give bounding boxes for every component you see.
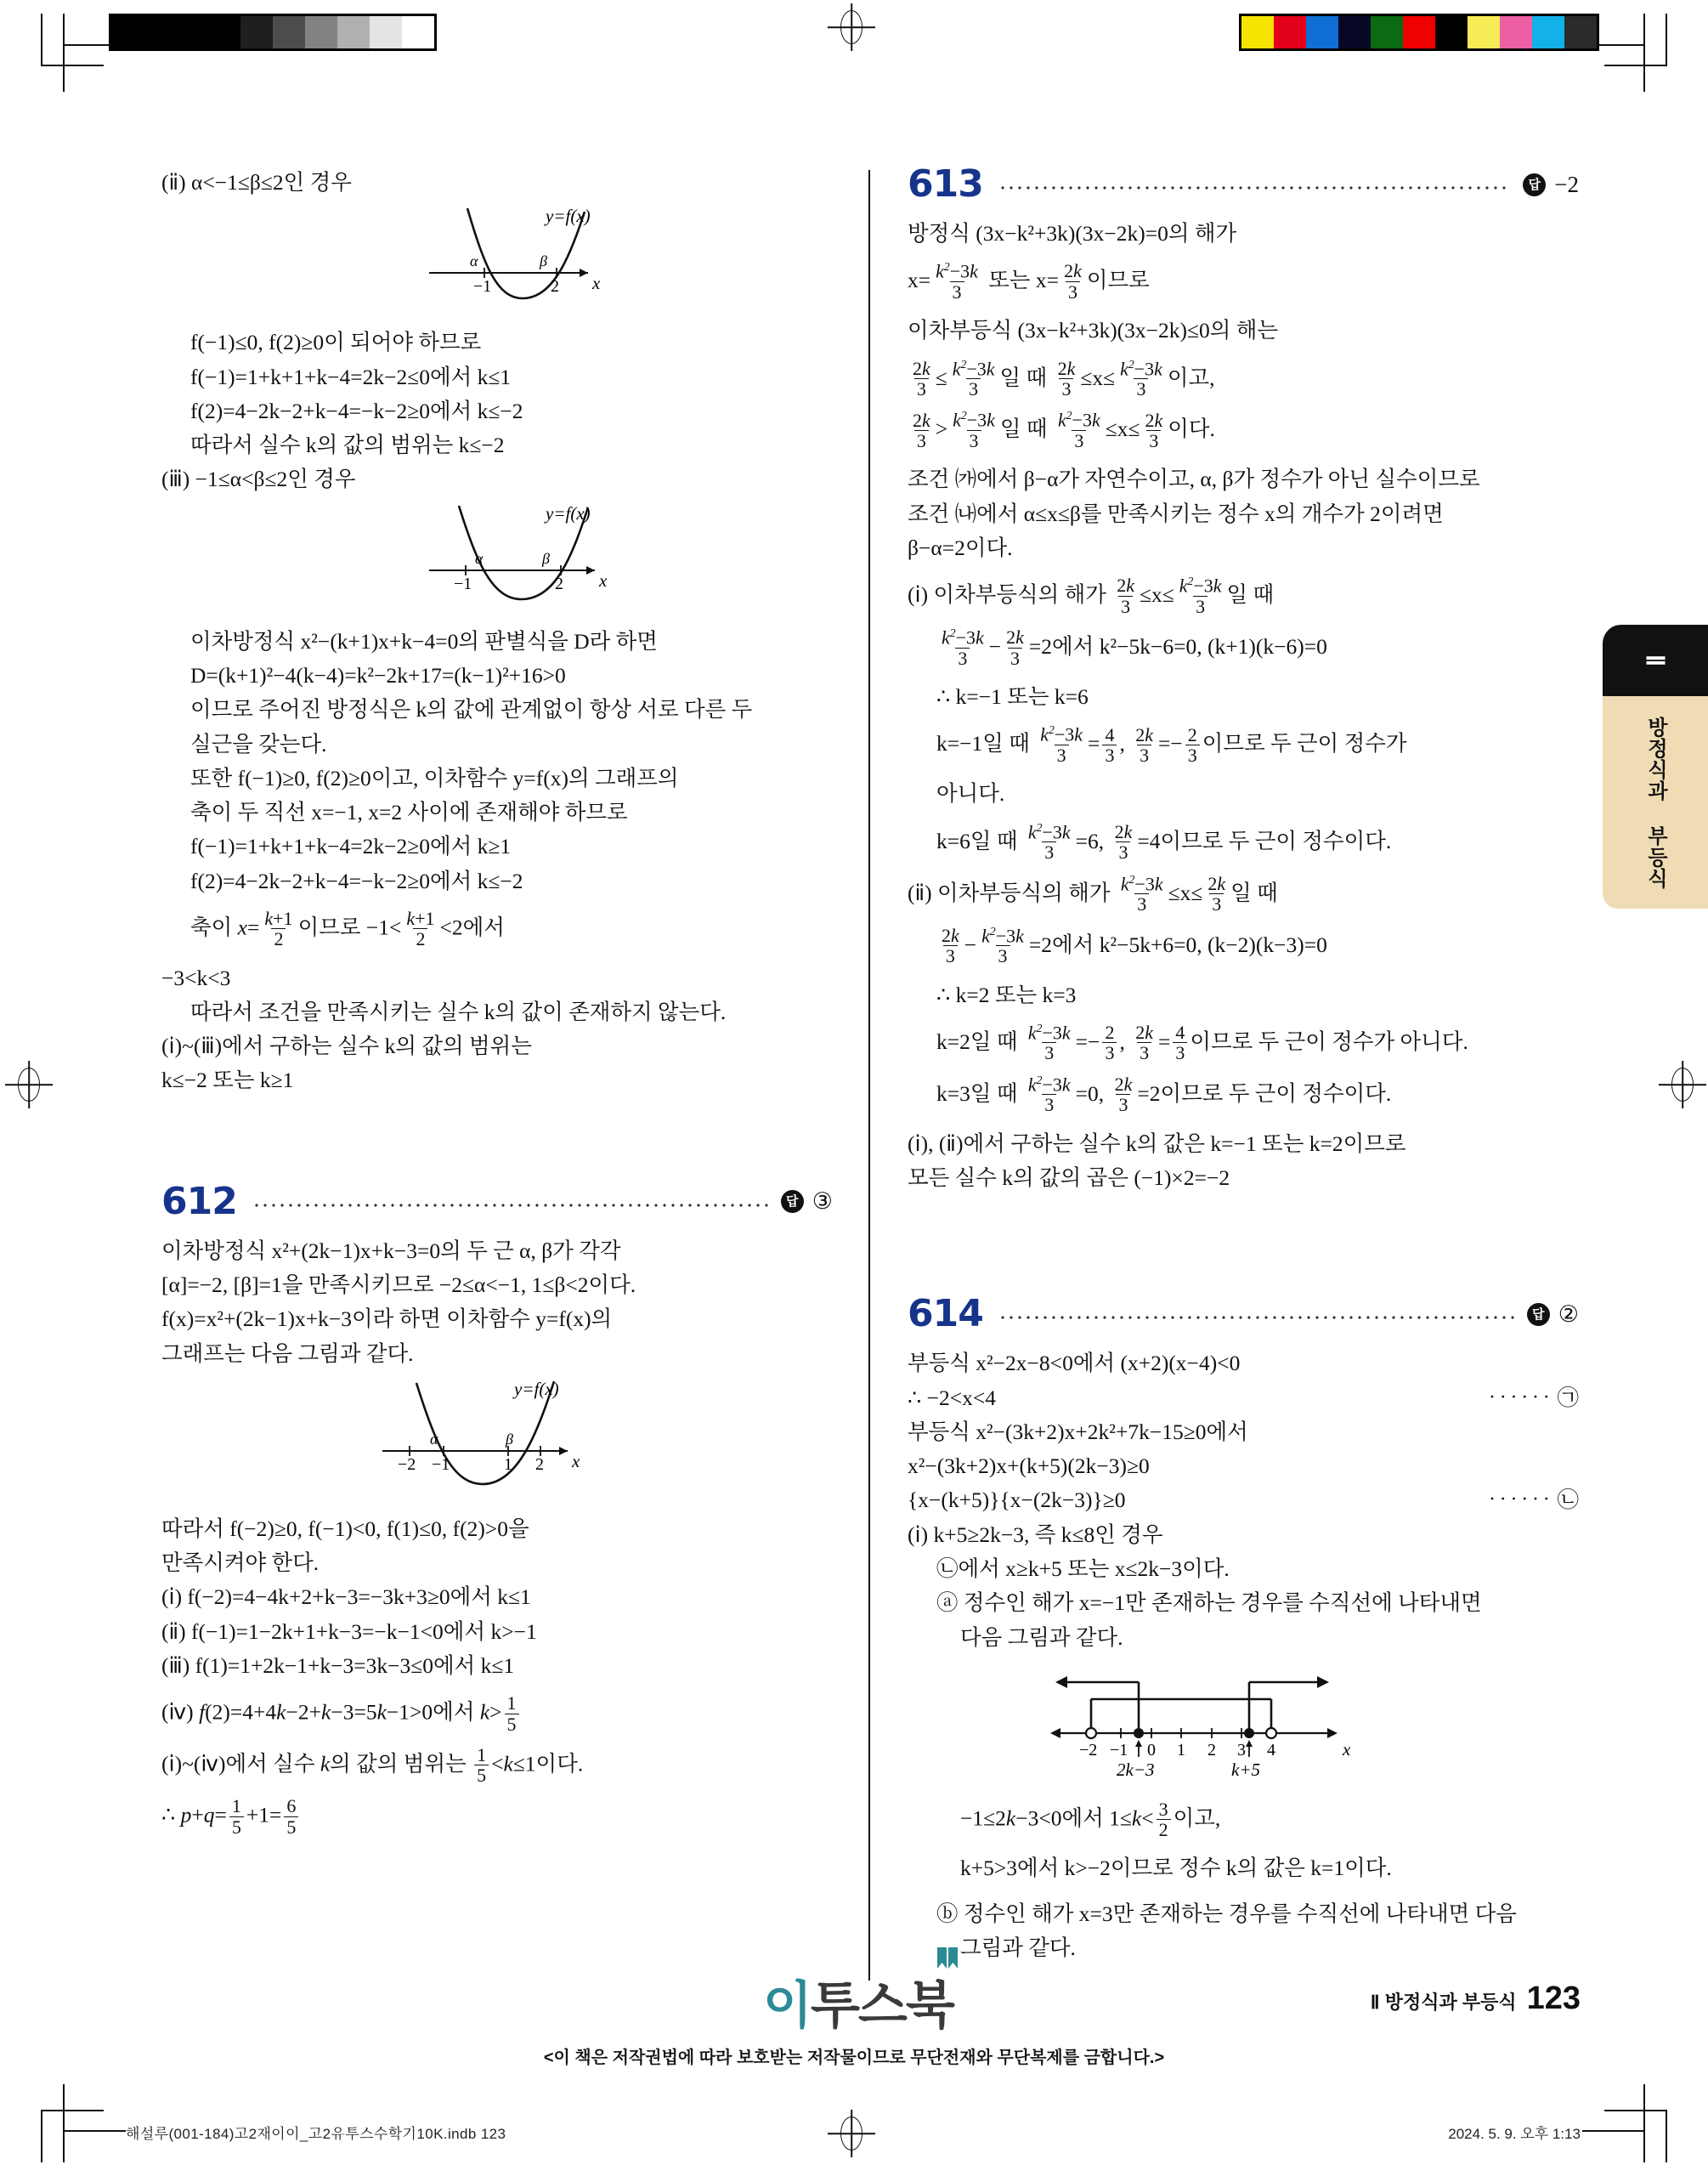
p614-item-b-2: 그림과 같다. — [960, 1935, 1076, 1961]
chapter-roman-tab — [1603, 625, 1708, 696]
p613-k3a: k=3일 때 — [936, 1080, 1023, 1106]
print-timestamp: 2024. 5. 9. 오후 1:13 — [1448, 2126, 1581, 2142]
publisher-logo — [763, 1965, 953, 2038]
chapter-roman-numeral: Ⅱ — [1641, 654, 1669, 667]
svg-text:−1: −1 — [473, 277, 492, 297]
p614-line-0: 부등식 x²−2x−8<0에서 (x+2)(x−4)<0 — [908, 1351, 1241, 1376]
svg-text:x: x — [599, 570, 608, 591]
ref-mark-first: ㉠ — [1557, 1385, 1579, 1410]
closing-line-2: k≤−2 또는 k≥1 — [161, 1068, 294, 1093]
p613-case-i-k6: k=6일 때 $\frac{k^2-3k}{3}$ =6, $\frac{2k}{3}$ =4이므로 두 근이 정수이다. — [936, 820, 1392, 864]
case-ii-line-2: f(2)=4−2k−2+k−4=−k−2≥0에서 k≤−2 — [190, 398, 523, 423]
k-range-line: −3<k<3 — [161, 965, 231, 990]
svg-text:4: 4 — [1267, 1740, 1275, 1760]
p613-cieq-b: =2에서 k²−5k−6=0, (k+1)(k−6)=0 — [1028, 634, 1327, 660]
p613-l5a: > — [935, 416, 948, 442]
p613-case-ii-k2: k=2일 때 $\frac{k^2-3k}{3}$ =− $\frac{2}{3}$ , $\frac{2k}{3}$ = $\frac{4}{3}$ 이므로 두 근이 정수가 아니다. — [936, 1021, 1468, 1064]
leader-dots — [252, 1193, 769, 1210]
p614-ref-1: ‥‥‥ ㉠ — [1486, 1385, 1579, 1410]
logo-text-dark: 투스북 — [810, 1977, 953, 2034]
closing-line-0: 따라서 조건을 만족시키는 실수 k의 값이 존재하지 않는다. — [190, 999, 727, 1024]
chapter-title-text: 방정식과 부등식 — [1643, 716, 1667, 889]
p613-line-2: x= $\frac{k^2-3k}{3}$ 또는 x= $\frac{2k}{3}$ 이므로 — [908, 260, 1150, 303]
p613-k1a: k=−1일 때 — [936, 731, 1036, 756]
svg-text:β: β — [506, 1430, 513, 1448]
problem-614-answer: ② — [1558, 1300, 1579, 1327]
svg-text:2: 2 — [1207, 1740, 1216, 1760]
problem-612-header — [161, 1179, 833, 1223]
svg-text:0: 0 — [1147, 1740, 1156, 1760]
svg-text:−1: −1 — [454, 574, 472, 593]
registration-mark-top — [828, 3, 875, 51]
p613-k3b: =0, — [1075, 1080, 1110, 1106]
p613-line-5: $\frac{2k}{3}$ > $\frac{k^2-3k}{3}$ 일 때 $\frac{k^2-3k}{3}$ ≤x≤ $\frac{2k}{3}$ 이다. — [913, 409, 1215, 452]
p613-cii-c: 일 때 — [1230, 880, 1278, 905]
p613-k2e: 이므로 두 근이 정수가 아니다. — [1190, 1028, 1468, 1054]
p613-case-ii-eq: $\frac{2k}{3}$ − $\frac{k^2-3k}{3}$ =2에서 k²−5k+6=0, (k−2)(k−3)=0 — [942, 924, 1327, 967]
p612-line-3: 그래프는 다음 그림과 같다. — [161, 1340, 414, 1366]
case-ii-line-1: f(−1)=1+k+1+k−4=2k−2≤0에서 k≤1 — [190, 364, 512, 389]
p613-line-3: 이차부등식 (3x−k²+3k)(3x−2k)≤0의 해는 — [908, 318, 1279, 343]
p613-cieq-a: − — [988, 634, 1002, 660]
color-calibration-bar — [1239, 14, 1599, 51]
left-column — [161, 166, 833, 1838]
logo-text — [763, 1977, 953, 2034]
p612-item-iv: (ⅳ) f(2)=4+4k−2+k−3=5k−1>0에서 k> $\frac{1}{5}$ — [161, 1694, 833, 1735]
p613-case-i-head: (ⅰ) 이차부등식의 해가 $\frac{2k}{3}$ ≤x≤ $\frac{k^2-3k}{3}$ 일 때 — [908, 575, 1275, 617]
answer-badge-icon: 답 — [1527, 1303, 1550, 1326]
registration-mark-left — [5, 1061, 53, 1108]
svg-text:2: 2 — [535, 1454, 544, 1474]
p614-line-8: 다음 그림과 같다. — [960, 1624, 1123, 1650]
leader-dots — [998, 1306, 1515, 1323]
p613-k2c: , — [1119, 1028, 1131, 1054]
p613-l5d: 이다. — [1168, 416, 1215, 442]
p613-line-7: 조건 ㈏에서 α≤x≤β를 만족시키는 정수 x의 개수가 2이려면 — [908, 501, 1444, 526]
svg-text:1: 1 — [504, 1454, 512, 1474]
p613-k1b: = — [1088, 731, 1100, 756]
p613-case-ii-res: ∴ k=2 또는 k=3 — [936, 982, 1077, 1007]
p613-k2b: =− — [1075, 1028, 1100, 1054]
p614-item-b-1: ⓑ 정수인 해가 x=3만 존재하는 경우를 수직선에 나타내면 다음 — [936, 1901, 1517, 1926]
indesign-filename: 해설루(001-184)고2재이이_고2유투스수학기10K.indb 123 — [126, 2126, 506, 2142]
svg-text:y=f(x): y=f(x) — [546, 207, 591, 227]
figure-614-number-line — [1035, 1662, 1579, 1789]
p613-ci-c: 일 때 — [1226, 582, 1275, 608]
ref-mark-second: ㉡ — [1557, 1488, 1579, 1513]
page-footer — [1371, 1980, 1581, 2017]
p613-case-i-k1: k=−1일 때 $\frac{k^2-3k}{3}$ = $\frac{4}{3}$ , $\frac{2k}{3}$ =− $\frac{2}{3}$ 이므로 두 근이 정수가 — [936, 723, 1407, 767]
problem-613-number: 613 — [908, 162, 983, 206]
p613-k6a: k=6일 때 — [936, 828, 1023, 853]
leader-dots — [998, 176, 1511, 193]
p614-line-4-row — [908, 1483, 1579, 1517]
figure-case-iii-parabola — [357, 504, 833, 616]
greyscale-calibration-bar — [109, 14, 437, 51]
svg-text:α: α — [470, 252, 478, 270]
p613-line-4: $\frac{2k}{3}$ ≤ $\frac{k^2-3k}{3}$ 일 때 $\frac{2k}{3}$ ≤x≤ $\frac{k^2-3k}{3}$ 이고, — [913, 357, 1215, 400]
answer-badge-icon: 답 — [1523, 173, 1546, 196]
p614-after-a: −1≤2k−3<0에서 1≤k< $\frac{3}{2}$ 이고, — [960, 1798, 1221, 1841]
p613-case-i-k1-cont: 아니다. — [936, 781, 1005, 807]
p613-case-ii-k3: k=3일 때 $\frac{k^2-3k}{3}$ =0, $\frac{2k}{3}$ =2이므로 두 근이 정수이다. — [936, 1073, 1392, 1116]
p614-line-1: ∴ −2<x<4 — [908, 1385, 996, 1410]
svg-text:x: x — [592, 273, 601, 294]
figure-case-ii-parabola — [357, 207, 833, 317]
p612-range: (ⅰ)~(ⅳ)에서 실수 k의 값의 범위는 $\frac{1}{5}$ <k≤1이다. — [161, 1743, 584, 1787]
chapter-title-tab — [1603, 696, 1708, 909]
p613-case-ii-head: (ⅱ) 이차부등식의 해가 $\frac{k^2-3k}{3}$ ≤x≤ $\frac{2k}{3}$ 일 때 — [908, 872, 1278, 915]
p613-ci-b: ≤x≤ — [1140, 582, 1174, 608]
p613-k1d: =− — [1157, 731, 1183, 756]
svg-text:β: β — [542, 549, 550, 567]
svg-text:k+5: k+5 — [1231, 1759, 1260, 1780]
problem-612-number: 612 — [161, 1179, 237, 1223]
p613-k3c: =2이므로 두 근이 정수이다. — [1137, 1080, 1392, 1106]
svg-text:x: x — [1343, 1738, 1351, 1760]
crop-mark-bottom-left — [41, 2084, 119, 2162]
problem-614-header — [908, 1292, 1579, 1336]
p613-ciieq-b: =2에서 k²−5k+6=0, (k−2)(k−3)=0 — [1028, 932, 1327, 957]
svg-text:2k−3: 2k−3 — [1117, 1759, 1155, 1780]
column-divider — [868, 170, 870, 1980]
p613-l4d: 이고, — [1167, 365, 1215, 390]
p613-case-i-eq: $\frac{k^2-3k}{3}$ − $\frac{2k}{3}$ =2에서 k²−5k−6=0, (k+1)(k−6)=0 — [942, 626, 1327, 669]
svg-text:−2: −2 — [1079, 1740, 1098, 1760]
p613-k1e: 이므로 두 근이 정수가 — [1202, 731, 1407, 756]
p613-ci-a: (ⅰ) 이차부등식의 해가 — [908, 582, 1112, 608]
crop-mark-top-right — [1589, 14, 1667, 92]
p614-line-4: {x−(k+5)}{x−(2k−3)}≥0 — [908, 1488, 1126, 1513]
case-iii-line-3: 실근을 갖는다. — [190, 731, 327, 756]
p612-line-1: [α]=−2, [β]=1을 만족시키므로 −2≤α<−1, 1≤β<2이다. — [161, 1272, 636, 1297]
case-iii-line-7: f(2)=4−2k−2+k−4=−k−2≥0에서 k≤−2 — [190, 868, 523, 893]
p612-final: ∴ p+q= $\frac{1}{5}$ +1= $\frac{6}{5}$ — [161, 1797, 833, 1838]
p613-l2-mid: 또는 x= — [982, 268, 1060, 293]
svg-text:−1: −1 — [1110, 1740, 1128, 1760]
svg-text:2: 2 — [551, 277, 559, 297]
svg-text:α: α — [430, 1430, 438, 1448]
svg-text:1: 1 — [1177, 1740, 1185, 1760]
p613-line-1: 방정식 (3x−k²+3k)(3x−2k)=0의 해가 — [908, 221, 1237, 246]
p613-concl-2: 모든 실수 k의 값의 곱은 (−1)×2=−2 — [908, 1165, 1230, 1191]
copyright-notice: <이 책은 저작권법에 따라 보호받는 저작물이므로 무단전재와 무단복제를 금합니다.> — [543, 2048, 1165, 2067]
answer-badge-icon: 답 — [781, 1190, 804, 1213]
p613-cii-b: ≤x≤ — [1168, 880, 1203, 905]
svg-text:x: x — [572, 1450, 580, 1471]
crop-mark-bottom-right — [1589, 2084, 1667, 2162]
p613-k6b: =6, — [1075, 828, 1110, 853]
book-flag-icon — [936, 1946, 959, 1974]
p613-l4a: ≤ — [935, 365, 947, 390]
footer-chapter-label: Ⅱ 방정식과 부등식 — [1370, 1992, 1517, 2013]
chapter-side-tab — [1603, 625, 1708, 909]
footer-page-number: 123 — [1526, 1980, 1581, 2016]
p613-l5b: 일 때 — [999, 416, 1048, 442]
case-ii-line-3: 따라서 실수 k의 값의 범위는 k≤−2 — [190, 433, 505, 458]
p614-ref-2: ‥‥‥ ㉡ — [1486, 1488, 1579, 1513]
svg-text:−2: −2 — [398, 1454, 416, 1474]
p613-l4c: ≤x≤ — [1080, 365, 1116, 390]
p613-case-i-res: ∴ k=−1 또는 k=6 — [936, 684, 1089, 710]
axis-formula-line: 축이 x= $\frac{k+1}{2}$ 이므로 −1< $\frac{k+1}{2}$ <2에서 — [190, 907, 505, 950]
figure-612-parabola — [331, 1378, 833, 1504]
p614-line-6: ㉡에서 x≥k+5 또는 x≤2k−3이다. — [936, 1556, 1230, 1581]
svg-text:β: β — [540, 252, 547, 270]
case-iii-line-4: 또한 f(−1)≥0, f(2)≥0이고, 이차함수 y=f(x)의 그래프의 — [190, 765, 679, 790]
case-ii-heading: (ⅱ) α<−1≤β≤2인 경우 — [161, 170, 352, 195]
p614-line-3: x²−(3k+2)x+(k+5)(2k−3)≥0 — [908, 1454, 1150, 1479]
p613-k1c: , — [1119, 731, 1131, 756]
case-ii-line-0: f(−1)≤0, f(2)≥0이 되어야 하므로 — [190, 330, 482, 355]
p613-line-8: β−α=2이다. — [908, 535, 1013, 560]
p613-k6c: =4이므로 두 근이 정수이다. — [1137, 828, 1392, 853]
problem-614-number: 614 — [908, 1292, 983, 1336]
case-iii-line-1: D=(k+1)²−4(k−4)=k²−2k+17=(k−1)²+16>0 — [190, 662, 566, 688]
p613-k2d: = — [1157, 1028, 1171, 1054]
svg-text:2: 2 — [555, 574, 563, 593]
p613-concl-1: (ⅰ), (ⅱ)에서 구하는 실수 k의 값은 k=−1 또는 k=2이므로 — [908, 1130, 1406, 1156]
p613-l5c: ≤x≤ — [1105, 416, 1140, 442]
case-iii-line-5: 축이 두 직선 x=−1, x=2 사이에 존재해야 하므로 — [190, 800, 628, 825]
p613-cii-a: (ⅱ) 이차부등식의 해가 — [908, 880, 1116, 905]
p613-k2a: k=2일 때 — [936, 1028, 1023, 1054]
problem-613-answer: −2 — [1554, 171, 1579, 197]
svg-text:α: α — [475, 549, 484, 567]
svg-text:−1: −1 — [432, 1454, 450, 1474]
problem-612-answer: ③ — [812, 1188, 833, 1215]
case-iii-line-6: f(−1)=1+k+1+k−4=2k−2≥0에서 k≥1 — [190, 834, 512, 859]
p613-ciieq-a: − — [964, 932, 977, 957]
p612-after-2: (ⅰ) f(−2)=4−4k+2+k−3=−3k+3≥0에서 k≤1 — [161, 1584, 531, 1610]
registration-mark-bottom — [828, 2110, 875, 2157]
case-iii-line-2: 이므로 주어진 방정식은 k의 값에 관계없이 항상 서로 다른 두 — [190, 697, 753, 722]
logo-text-teal: 이 — [763, 1977, 811, 2034]
p613-l2-pre: x= — [908, 268, 931, 293]
p613-l4b: 일 때 — [999, 365, 1048, 390]
case-iii-line-0: 이차방정식 x²−(k+1)x+k−4=0의 판별식을 D라 하면 — [190, 628, 658, 654]
p612-after-4: (ⅲ) f(1)=1+2k−1+k−3=3k−3≤0에서 k≤1 — [161, 1652, 515, 1678]
p613-l2-post: 이므로 — [1086, 268, 1150, 293]
svg-text:3: 3 — [1237, 1740, 1246, 1760]
svg-text:y=f(x): y=f(x) — [546, 503, 591, 524]
p612-after-1: 만족시켜야 한다. — [161, 1550, 320, 1576]
p614-line-5: (ⅰ) k+5≥2k−3, 즉 k≤8인 경우 — [908, 1522, 1163, 1547]
svg-text:y=f(x): y=f(x) — [514, 1378, 559, 1399]
p612-after-3: (ⅱ) f(−1)=1−2k+1+k−3=−k−1<0에서 k>−1 — [161, 1618, 537, 1644]
p614-line-2: 부등식 x²−(3k+2)x+2k²+7k−15≥0에서 — [908, 1419, 1248, 1444]
p612-line-0: 이차방정식 x²+(2k−1)x+k−3=0의 두 근 α, β가 각각 — [161, 1238, 621, 1263]
right-column — [908, 162, 1579, 1965]
closing-line-1: (ⅰ)~(ⅲ)에서 구하는 실수 k의 값의 범위는 — [161, 1034, 532, 1059]
p612-line-2: f(x)=x²+(2k−1)x+k−3이라 하면 이차함수 y=f(x)의 — [161, 1306, 613, 1332]
p614-line-7: ⓐ 정수인 해가 x=−1만 존재하는 경우를 수직선에 나타내면 — [936, 1590, 1482, 1616]
case-iii-heading: (ⅲ) −1≤α<β≤2인 경우 — [161, 467, 356, 492]
p614-line-1-row — [908, 1381, 1579, 1415]
p614-after-b: k+5>3에서 k>−2이므로 정수 k의 값은 k=1이다. — [960, 1856, 1392, 1881]
p612-after-0: 따라서 f(−2)≥0, f(−1)<0, f(1)≤0, f(2)>0을 — [161, 1516, 529, 1541]
registration-mark-right — [1659, 1061, 1706, 1108]
crop-mark-top-left — [41, 14, 119, 92]
problem-613-header — [908, 162, 1579, 206]
p613-line-6: 조건 ㈎에서 β−α가 자연수이고, α, β가 정수가 아닌 실수이므로 — [908, 467, 1480, 492]
